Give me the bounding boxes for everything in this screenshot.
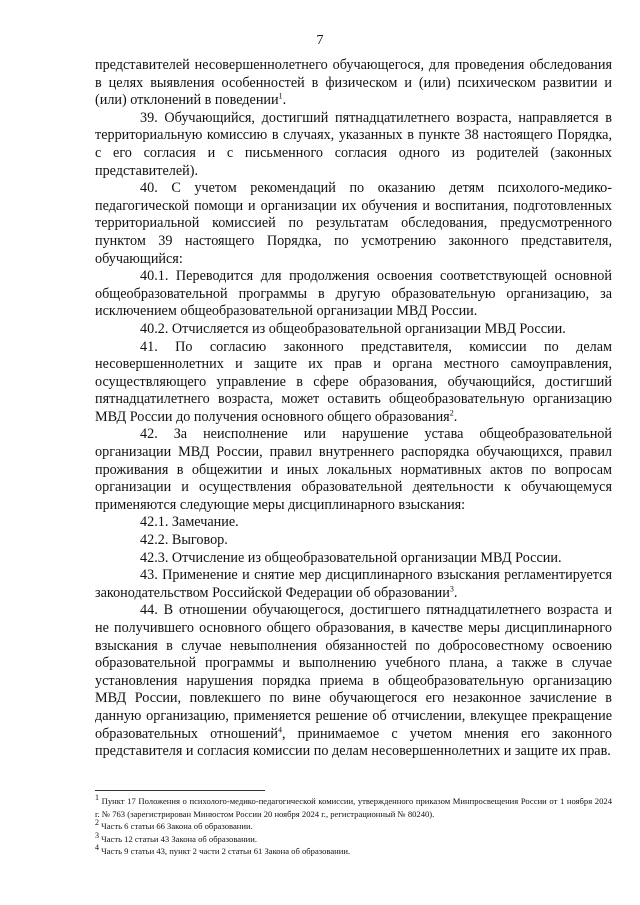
footnote-divider	[95, 790, 265, 791]
paragraph-39: 39. Обучающийся, достигший пятнадцатилетнего возраста, направляется в территориальную комиссию в случаях, указанных в пункте 38 настоящего Порядка, с его согласия и с письменного согласия одного из родителей (законных представителей).	[95, 109, 612, 179]
footnote-4: $^4$ Часть 9 статьи 43, пункт 2 части 2 статьи 61 Закона об образовании.	[95, 843, 351, 856]
footnote-ref: 4	[277, 724, 282, 734]
footnote-3: $^3$ Часть 12 статьи 43 Закона об образовании.	[95, 830, 258, 844]
footnote-1: $^1$ Пункт 17 Положения о психолого-медико-педагогической комиссии, утвержденного приказом Минпросвещения России от 1 ноября 2024 г. № 763 (зарегистрирован Минюстом России 20 ноября 2024 г., регистрационный № 80240).	[95, 793, 612, 819]
footnotes	[95, 790, 612, 858]
paragraph-42-3: 42.3. Отчисление из общеобразовательной организации МВД России.	[140, 549, 562, 566]
footnote-ref: 2	[449, 408, 454, 418]
footnote-2: $^2$ Часть 6 статьи 66 Закона об образовании.	[95, 818, 253, 831]
paragraph-44: 44. В отношении обучающегося, достигшего пятнадцатилетнего возраста и не получившего основного общего образования, в качестве меры дисциплинарного взыскания в случае невыполнения обязанностей по добросовестному освоению образовательной программы и выполнению учебного плана, а также в случае установления нарушения порядка приема в общеобразовательную организацию МВД России, повлекшего по вине обучающегося его незаконное зачисление в данную организацию, применяется решение об отчислении, влекущее прекращение образовательных отношений$^4$, принимаемое с учетом мнения его законного представителя и согласия комиссии по делам несовершеннолетних и защите их прав.	[95, 602, 613, 760]
paragraph-42-1: 42.1. Замечание.	[140, 514, 239, 531]
paragraph-43: 43. Применение и снятие мер дисциплинарного взыскания регламентируется законодательством Российской Федерации об образовании$^3$.	[95, 567, 612, 601]
footnote-ref: 3	[449, 584, 454, 594]
body-text	[95, 57, 612, 761]
paragraph-42-2: 42.2. Выговор.	[140, 532, 228, 549]
paragraph-41: 41. По согласию законного представителя, комиссии по делам несовершеннолетних и защите их прав и органа местного самоуправления, осуществляющего управление в сфере образования, обучающийся, достигший пятнадцатилетнего возраста, может оставить общеобразовательную организацию МВД России до получения основного общего образования$^2$.	[95, 338, 612, 425]
paragraph-40-1: 40.1. Переводится для продолжения освоения соответствующей основной общеобразовательной программы в другую образовательную организацию, за исключением общеобразовательной организации МВД России.	[95, 268, 612, 320]
paragraph-42: 42. За неисполнение или нарушение устава общеобразовательной организации МВД России, правил внутреннего распорядка обучающихся, правил проживания в общежитии и иных локальных нормативных актов по вопросам организации и осуществления образовательной деятельности к обучающемуся применяются следующие меры дисциплинарного взыскания:	[95, 426, 612, 513]
page-number: 7	[316, 33, 324, 48]
paragraph-40-2: 40.2. Отчисляется из общеобразовательной организации МВД России.	[140, 320, 566, 337]
paragraph-40: 40. С учетом рекомендаций по оказанию детям психолого-медико-педагогической помощи и организации их обучения и воспитания, подготовленных территориальной комиссией по результатам обследования, предусмотренного пунктом 39 настоящего Порядка, по усмотрению законного представителя, обучающийся:	[95, 180, 612, 267]
paragraph-cont: представителей несовершеннолетнего обучающегося, для проведения обследования в целях выявления особенностей в физическом и (или) психическом развитии и (или) отклонений в поведении$^1$.	[95, 57, 612, 109]
footnote-ref: 1	[278, 91, 283, 101]
